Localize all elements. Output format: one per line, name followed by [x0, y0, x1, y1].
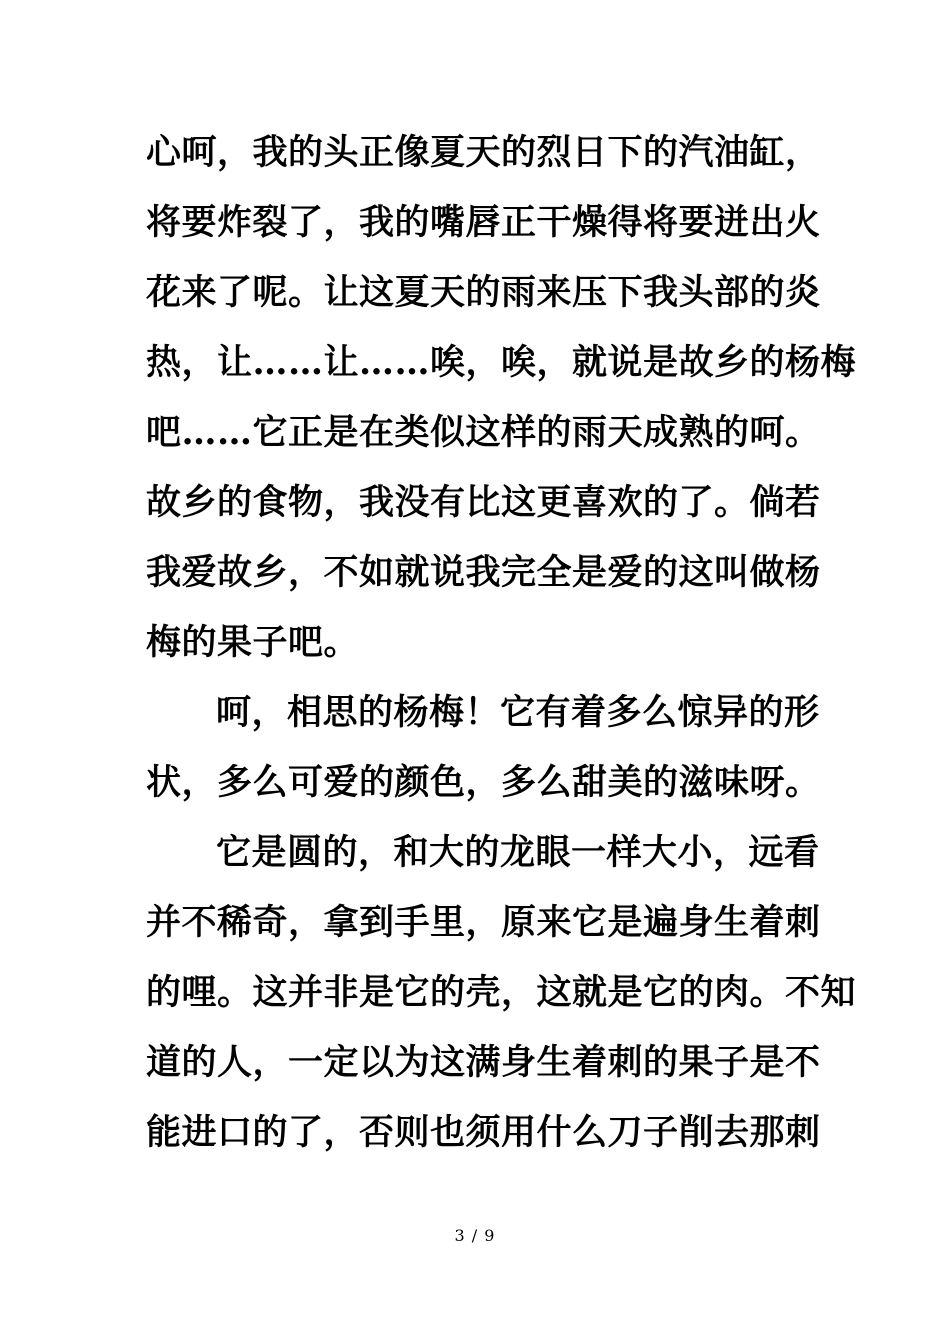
text-line: 呵，相思的杨梅！它有着多么惊异的形 [216, 692, 820, 733]
text-line: 梅的果子吧。 [146, 622, 360, 663]
text-line: 将要炸裂了，我的嘴唇正干燥得将要迸出火 [146, 202, 821, 243]
text-line: 的哩。这并非是它的壳，这就是它的肉。不知 [146, 972, 857, 1013]
page-number: 3 / 9 [454, 1226, 496, 1245]
text-line: 花来了呢。让这夏天的雨来压下我头部的炎 [146, 272, 821, 313]
body-text [146, 118, 857, 1168]
text-line: 热，让……让……唉，唉，就说是故乡的杨梅 [146, 342, 857, 383]
text-line: 它是圆的，和大的龙眼一样大小，远看 [216, 832, 820, 873]
text-line: 心呵，我的头正像夏天的烈日下的汽油缸， [146, 132, 821, 173]
text-line: 故乡的食物，我没有比这更喜欢的了。倘若 [146, 482, 821, 523]
text-line: 吧……它正是在类似这样的雨天成熟的呵。 [146, 412, 821, 453]
text-line: 能进口的了，否则也须用什么刀子削去那刺 [146, 1112, 821, 1153]
text-line: 并不稀奇，拿到手里，原来它是遍身生着刺 [146, 902, 821, 943]
text-line: 状，多么可爱的颜色，多么甜美的滋味呀。 [146, 762, 821, 803]
text-line: 我爱故乡，不如就说我完全是爱的这叫做杨 [146, 552, 821, 593]
text-line: 道的人，一定以为这满身生着刺的果子是不 [146, 1042, 821, 1083]
